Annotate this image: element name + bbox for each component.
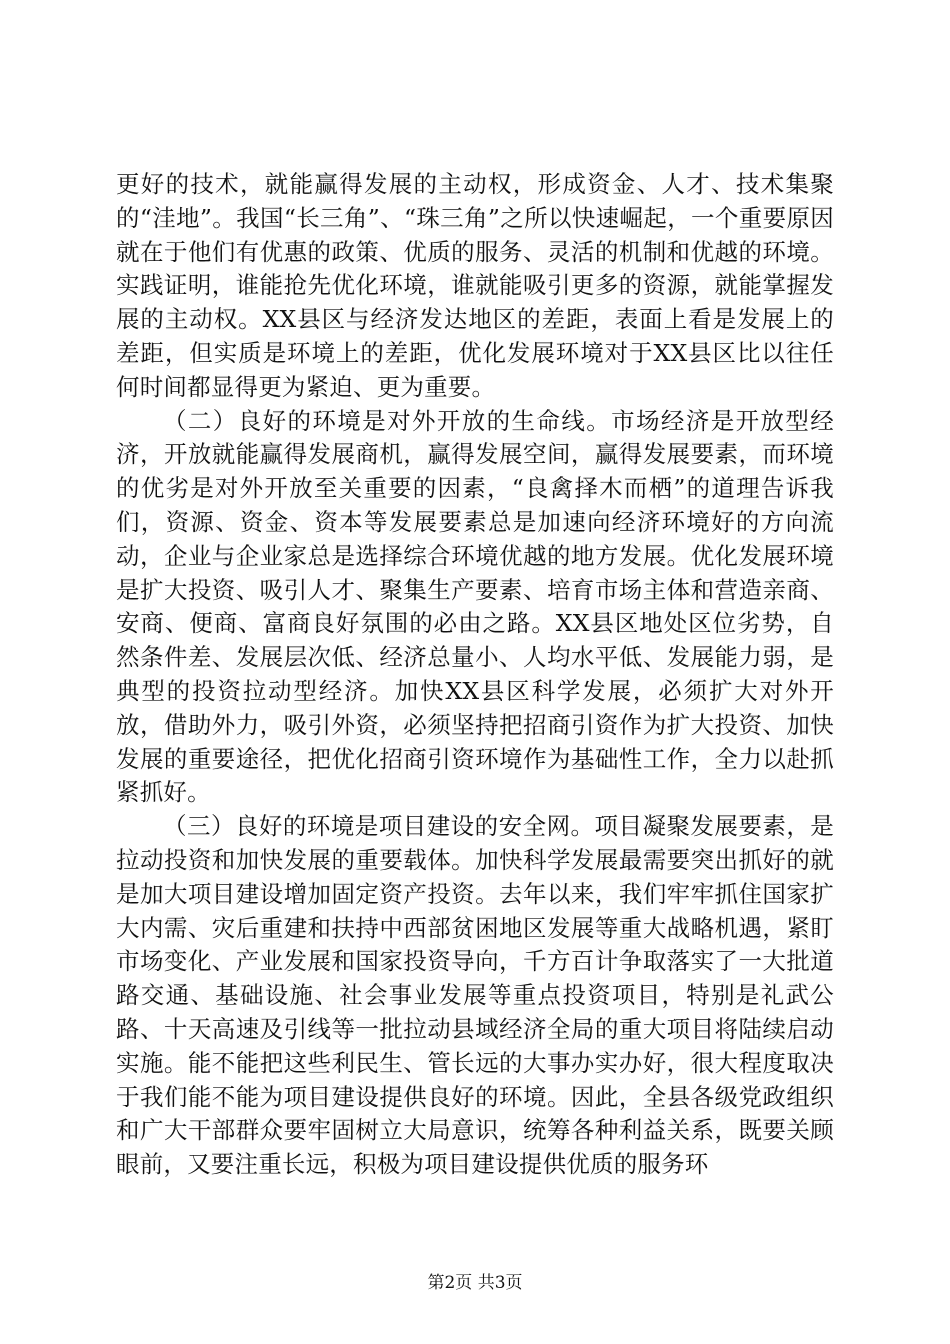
paragraph-section-two: （二）良好的环境是对外开放的生命线。市场经济是开放型经济，开放就能赢得发展商机，赢得发展空间，赢得发展要素，而环境的优劣是对外开放至关重要的因素，“良禽择木而栖”的道理告诉我们，资源、资金、资本等发展要素总是加速向经济环境好的方向流动，企业与企业家总是选择综合环境优越的地方发展。优化发展环境是扩大投资、吸引人才、聚集生产要素、培育市场主体和营造亲商、安商、便商、富商良好氛围的必由之路。XX县区地处区位劣势，自然条件差、发展层次低、经济总量小、人均水平低、发展能力弱，是典型的投资拉动型经济。加快XX县区科学发展，必须扩大对外开放，借助外力，吸引外资，必须坚持把招商引资作为扩大投资、加快发展的重要途径，把优化招商引资环境作为基础性工作，全力以赴抓紧抓好。 [116, 406, 834, 807]
paragraph-section-three: （三）良好的环境是项目建设的安全网。项目凝聚发展要素，是拉动投资和加快发展的重要载体。加快科学发展最需要突出抓好的就是加大项目建设增加固定资产投资。去年以来，我们牢牢抓住国家扩大内需、灾后重建和扶持中西部贫困地区发展等重大战略机遇，紧盯市场变化、产业发展和国家投资导向，千方百计争取落实了一大批道路交通、基础设施、社会事业发展等重点投资项目，特别是礼武公路、十天高速及引线等一批拉动县域经济全局的重大项目将陆续启动实施。能不能把这些利民生、管长远的大事办实办好，很大程度取决于我们能不能为项目建设提供良好的环境。因此，全县各级党政组织和广大干部群众要牢固树立大局意识，统筹各种利益关系，既要关顾眼前，又要注重长远，积极为项目建设提供优质的服务环 [116, 812, 834, 1179]
paragraph-continuation: 更好的技术，就能赢得发展的主动权，形成资金、人才、技术集聚的“洼地”。我国“长三角”、“珠三角”之所以快速崛起，一个重要原因就在于他们有优惠的政策、优质的服务、灵活的机制和优越的环境。实践证明，谁能抢先优化环境，谁就能吸引更多的资源，就能掌握发展的主动权。XX县区与经济发达地区的差距，表面上看是发展上的差距，但实质是环境上的差距，优化发展环境对于XX县区比以往任何时间都显得更为紧迫、更为重要。 [116, 170, 834, 401]
document-body [116, 168, 834, 1182]
page-number-footer: 第2页 共3页 [427, 1273, 523, 1293]
